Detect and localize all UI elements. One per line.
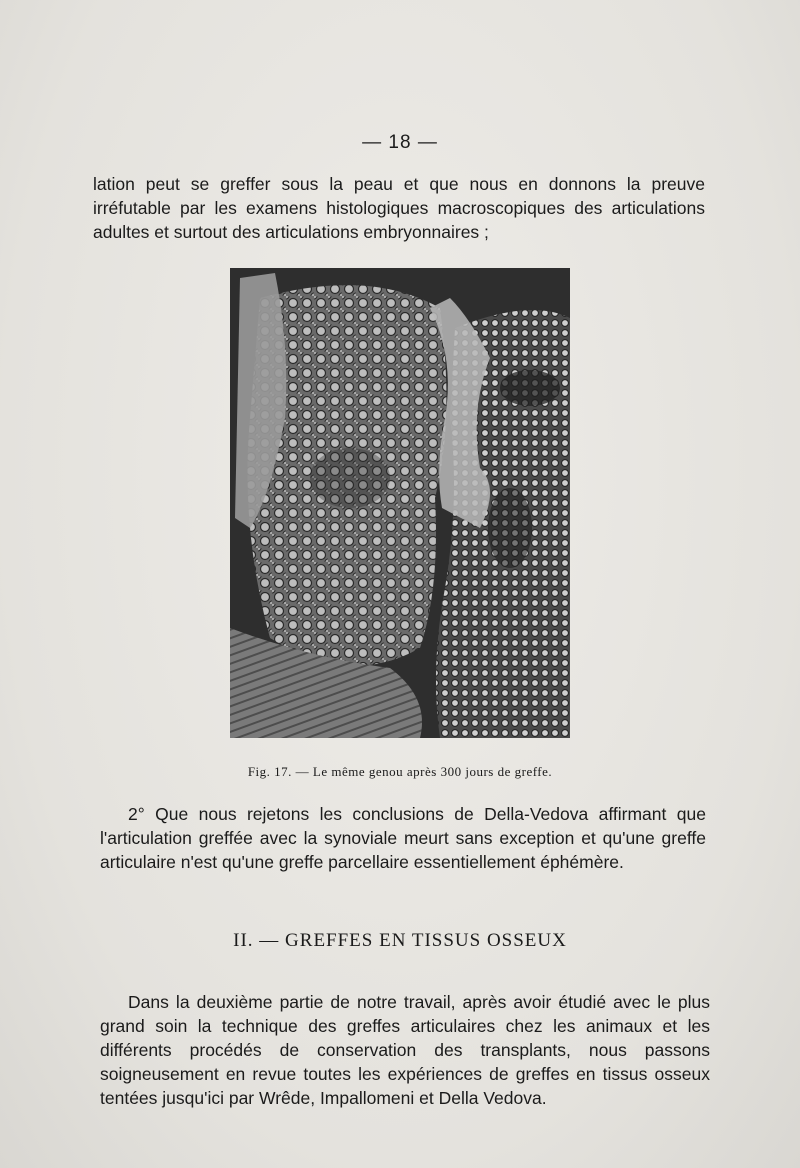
page-number: — 18 — [362,132,438,153]
paragraph-1: lation peut se greffer sous la peau et que nous en donnons la preuve irréfutable par les examens histologiques macroscopiques des articulations adultes et surtout des articulations embryonnaires ; [93,174,705,242]
histology-micrograph [230,268,570,738]
section-heading: II. — GREFFES EN TISSUS OSSEUX [233,930,567,951]
figure-caption: Fig. 17. — Le même genou après 300 jours de greffe. [247,764,553,779]
paragraph-3: Dans la deuxième partie de notre travail, après avoir étudié avec le plus grand soin la technique des greffes articulaires chez les animaux et les différents procédés de conservation des transplants, nous passons soigneusement en revue toutes les expériences de greffes en tissus osseux tentées jusqu'ici par Wrêde, Impallomeni et Della Vedova. [100,992,710,1108]
paragraph-2: 2° Que nous rejetons les conclusions de Della-Vedova affirmant que l'articulation greffée avec la synoviale meurt sans exception et qu'une greffe articulaire n'est qu'une greffe parcellaire essentiellement éphémère. [100,804,706,872]
